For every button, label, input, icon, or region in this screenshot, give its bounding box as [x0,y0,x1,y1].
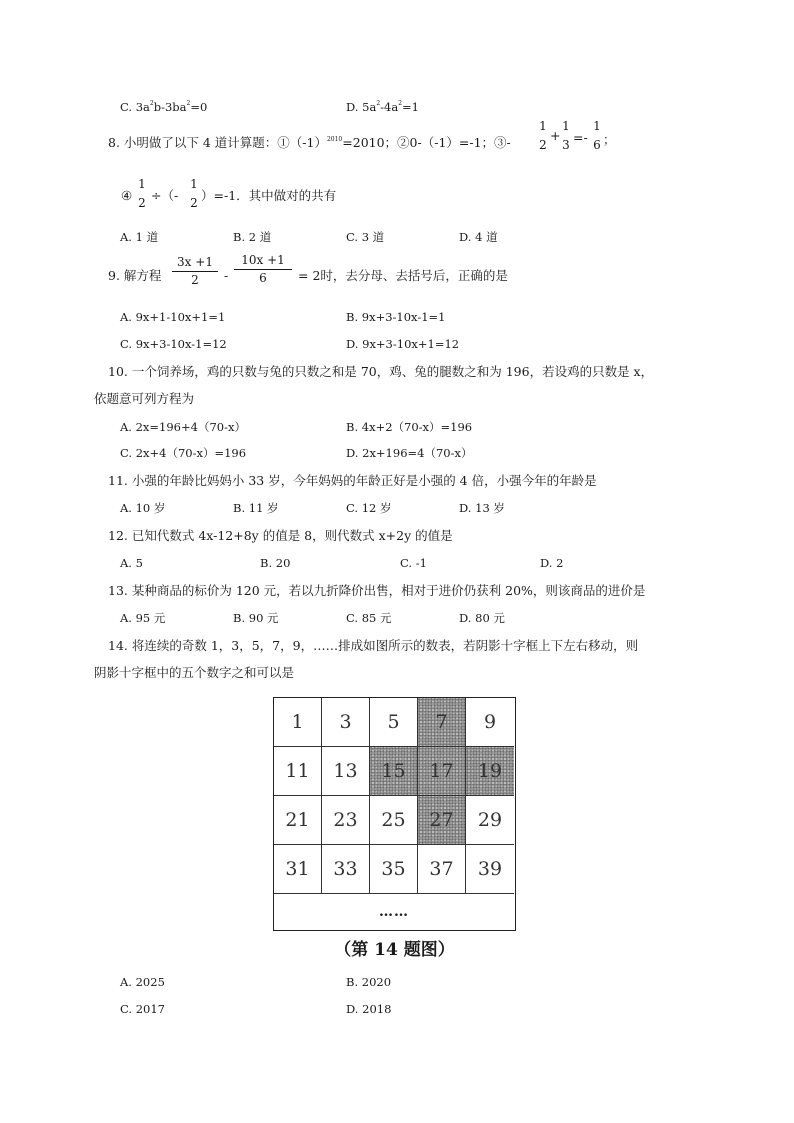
table-cell: 37 [418,845,466,894]
denominator: 2 [191,273,199,287]
q12-option-c: C. -1 [400,556,427,570]
odd-number-table [273,697,516,931]
fraction [560,120,572,152]
fraction [591,120,603,152]
table-continuation-row [274,894,514,929]
question-11-stem: 11. 小强的年龄比妈妈小 33 岁，今年妈妈的年龄正好是小强的 4 倍，小强今年的年龄是 [108,473,597,488]
minus-sign: - [224,268,229,283]
table-cell: 5 [370,698,418,747]
numerator: 3x +1 [177,255,213,269]
q8-text: ）=-1．其中做对的共有 [201,188,337,203]
figure-caption: （第 14 题图） [334,940,455,960]
q7-option-c [120,97,207,114]
numerator: 1 [138,177,146,191]
denominator: 6 [259,271,267,285]
punctuation: ； [603,132,616,147]
exponent: 2 [186,100,191,107]
q8-text: 8. 小明做了以下 4 道计算题：①（-1） [108,135,327,150]
table-cell: 27 [418,796,466,845]
q12-option-b: B. 20 [260,556,291,570]
expr-part: =1 [402,100,419,114]
question-14-stem: 14. 将连续的奇数 1，3，5，7，9，……排成如图所示的数表，若阴影十字框上下左右移动，则 [108,638,639,653]
numerator: 1 [539,119,547,133]
table-cell: 25 [370,796,418,845]
denominator: 2 [138,196,146,210]
expr-part: 3a [135,100,150,114]
table-cell: 35 [370,845,418,894]
denominator: 6 [593,138,601,152]
q13-option-a: A. 95 元 [120,611,166,625]
table-cell: 1 [274,698,322,747]
option-label: C. [120,100,133,114]
table-cell: 33 [322,845,370,894]
question-12-stem: 12. 已知代数式 4x-12+8y 的值是 8，则代数式 x+2y 的值是 [108,528,453,543]
q9-option-a: A. 9x+1-10x+1=1 [120,310,226,324]
q13-option-c: C. 85 元 [346,611,392,625]
q14-option-c: C. 2017 [120,1002,165,1016]
q12-option-a: A. 5 [120,556,143,570]
q8-option-b: B. 2 道 [233,230,272,244]
table-cell: 9 [466,698,514,747]
numerator: 1 [562,119,570,133]
q8-option-d: D. 4 道 [459,230,498,244]
q11-option-b: B. 11 岁 [233,501,279,515]
q11-option-c: C. 12 岁 [346,501,392,515]
table-cell: 29 [466,796,514,845]
table-cell: 31 [274,845,322,894]
table-cell: 39 [466,845,514,894]
q11-option-a: A. 10 岁 [120,501,166,515]
ellipsis: …… [379,903,409,920]
q10-option-a: A. 2x=196+4（70-x） [120,420,246,434]
q10-option-b: B. 4x+2（70-x）=196 [346,420,473,434]
denominator: 2 [539,138,547,152]
exponent: 2 [149,100,154,107]
q12-option-d: D. 2 [540,556,564,570]
plus-sign: + [550,128,561,143]
fraction [136,178,148,210]
q14-option-a: A. 2025 [120,975,165,989]
fraction [172,256,218,287]
fraction [234,254,292,285]
numerator: 10x +1 [241,253,285,267]
option-label: D. [346,100,359,114]
q10-option-d: D. 2x+196=4（70-x） [346,446,473,460]
exponent: 2 [376,100,381,107]
q7-option-d [346,97,419,114]
question-10-stem: 10. 一个饲养场，鸡的只数与兔的只数之和是 70，鸡、兔的腿数之和为 196，若设鸡的只数是 x， [108,364,654,379]
expr-part: -4a [380,100,399,114]
q9-option-b: B. 9x+3-10x-1=1 [346,310,446,324]
q14-option-d: D. 2018 [346,1002,392,1016]
expr-part: 5a [362,100,377,114]
expr-part: b-3ba [153,100,187,114]
table-cell: 7 [418,698,466,747]
question-9-stem: = 2时，去分母、去括号后，正确的是 [298,268,508,283]
question-8-stem [108,132,511,151]
fraction [188,178,200,210]
question-13-stem: 13. 某种商品的标价为 120 元，若以九折降价出售，相对于进价仍获利 20%，则该商品的进价是 [108,583,646,598]
table-cell: 23 [322,796,370,845]
q13-option-d: D. 80 元 [459,611,505,625]
question-10-stem: 依题意可列方程为 [94,391,195,406]
table-cell: 19 [466,747,514,796]
q8-text: ÷（- [151,188,179,203]
question-9-stem: 9. 解方程 [108,268,162,283]
exponent: 2 [398,100,403,107]
numerator: 1 [593,119,601,133]
table-cell: 3 [322,698,370,747]
numerator: 1 [190,177,198,191]
circled-number: ④ [121,188,133,203]
table-cell: 11 [274,747,322,796]
table-cell: 13 [322,747,370,796]
q8-option-c: C. 3 道 [346,230,385,244]
fraction [537,120,549,152]
denominator: 3 [562,138,570,152]
question-14-stem: 阴影十字框中的五个数字之和可以是 [94,665,295,680]
table-cell: 21 [274,796,322,845]
q10-option-c: C. 2x+4（70-x）=196 [120,446,247,460]
table-cell: 15 [370,747,418,796]
exponent: 2010 [326,136,343,143]
q8-option-a: A. 1 道 [120,230,159,244]
q13-option-b: B. 90 元 [233,611,279,625]
denominator: 2 [190,196,198,210]
table-cell: 17 [418,747,466,796]
q11-option-d: D. 13 岁 [459,501,505,515]
equals-sign: =- [573,130,588,145]
q8-text: =2010；②0-（-1）=-1；③- [342,135,511,150]
q9-option-d: D. 9x+3-10x+1=12 [346,337,460,351]
expr-part: =0 [190,100,208,114]
q14-option-b: B. 2020 [346,975,392,989]
q9-option-c: C. 9x+3-10x-1=12 [120,337,227,351]
